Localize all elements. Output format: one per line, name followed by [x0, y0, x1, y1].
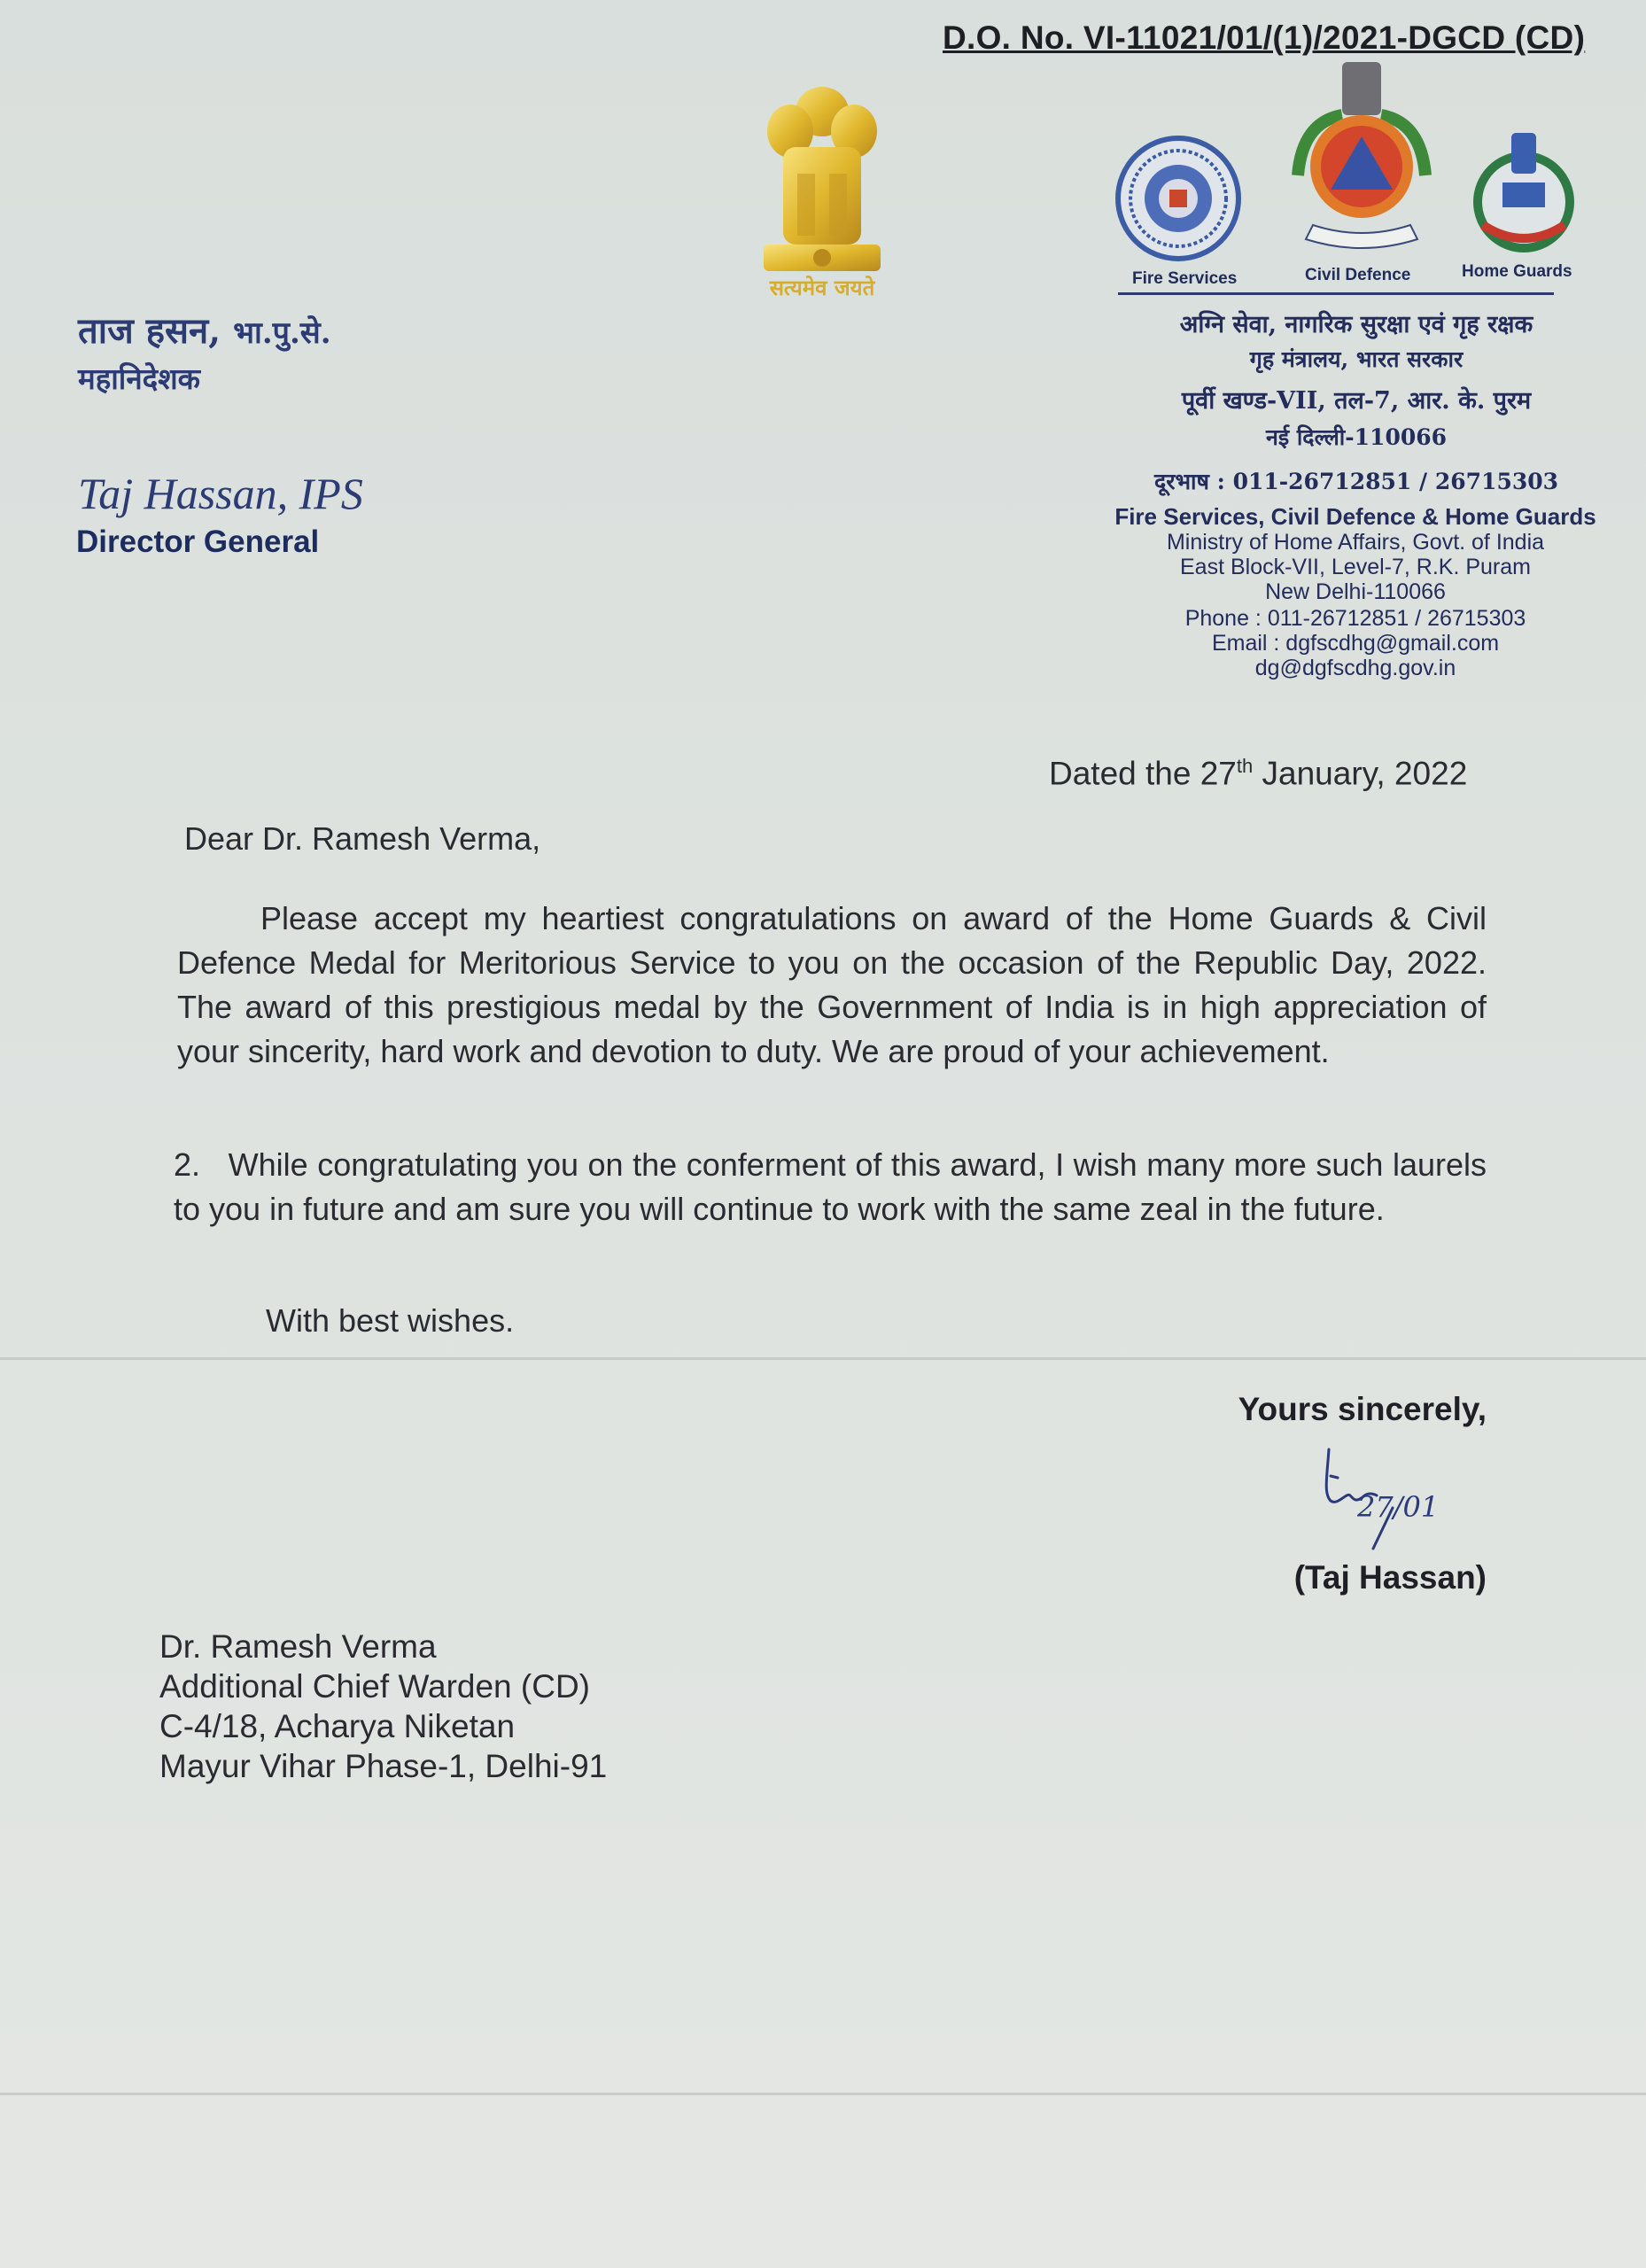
national-emblem: [746, 76, 898, 307]
department-logos: [1107, 51, 1586, 299]
date-prefix: Dated the 27: [1049, 755, 1237, 792]
closing: Yours sincerely,: [1238, 1391, 1487, 1427]
header-divider: [1118, 292, 1554, 295]
address-english-line-4: New Delhi-110066: [1265, 579, 1446, 604]
date-suffix: th: [1236, 755, 1254, 777]
logo-label-fire-services: Fire Services: [1132, 269, 1238, 288]
address-english-phone: Phone : 011-26712851 / 26715303: [1184, 606, 1526, 631]
address-english-line-1: Fire Services, Civil Defence & Home Guards: [1114, 503, 1596, 530]
signatory-name: (Taj Hassan): [1293, 1559, 1487, 1596]
address-english-email: Email : dgfscdhg@gmail.com: [1211, 631, 1500, 656]
address-english-line-2: Ministry of Home Affairs, Govt. of India: [1166, 530, 1545, 555]
salutation: Dear Dr. Ramesh Verma,: [184, 820, 541, 857]
handwritten-signature: [1311, 1441, 1462, 1556]
sender-english-name: Taj Hassan, IPS: [78, 469, 363, 518]
logo-label-home-guards: Home Guards: [1462, 262, 1572, 281]
sender-hindi-name-text: ताज हसन,: [78, 310, 221, 352]
recipient-line-3: C-4/18, Acharya Niketan: [159, 1708, 516, 1744]
address-hindi-line-1: अग्नि सेवा, नागरिक सुरक्षा एवं गृह रक्षक: [1179, 311, 1533, 338]
reference-number: D.O. No. VI-11021/01/(1)/2021-DGCD (CD): [943, 19, 1586, 56]
recipient-address: [159, 1627, 607, 1786]
emblem-motto: सत्यमेव जयते: [769, 275, 875, 300]
signature-date: 27/01: [1357, 1490, 1440, 1524]
address-hindi-phone: दूरभाष : 011-26712851 / 26715303: [1153, 469, 1559, 494]
address-hindi-line-2: गृह मंत्रालय, भारत सरकार: [1249, 346, 1464, 372]
civil-defence-logo-icon: [1298, 62, 1425, 248]
sender-hindi-name: [78, 305, 331, 353]
recipient-line-2: Additional Chief Warden (CD): [159, 1668, 590, 1705]
best-wishes: With best wishes.: [266, 1302, 515, 1339]
ashoka-lion-emblem-icon: [746, 76, 898, 307]
sender-hindi-title: महानिदेशक: [78, 361, 200, 396]
paper-fold-line: [0, 1357, 1646, 1360]
recipient-line-1: Dr. Ramesh Verma: [159, 1628, 437, 1665]
sender-english-title: Director General: [76, 524, 320, 559]
recipient-line-4: Mayur Vihar Phase-1, Delhi-91: [159, 1748, 608, 1784]
address-hindi-line-4: नई दिल्ली-110066: [1265, 424, 1448, 450]
body-paragraph-1: Please accept my heartiest congratulations on award of the Home Guards & Civil Defence Medal for Meritorious Service to you on the occasion of the Republic Day, 2022. The award of this prestigious medal by the Government of India is in high appreciation of your sincerity, hard work and devotion to duty. We are proud of your achievement.: [177, 900, 1487, 1069]
sender-hindi-suffix: भा.पु.से.: [233, 315, 331, 351]
letter-date: [1049, 755, 1467, 792]
address-english-email-2: dg@dgfscdhg.gov.in: [1254, 656, 1456, 680]
date-rest: January, 2022: [1253, 755, 1468, 792]
home-guards-logo-icon: [1478, 133, 1570, 248]
address-english-line-3: East Block-VII, Level-7, R.K. Puram: [1180, 555, 1531, 579]
logos-graphic: [1107, 51, 1586, 282]
logo-label-civil-defence: Civil Defence: [1305, 266, 1411, 284]
fire-services-logo-icon: [1118, 138, 1238, 259]
address-hindi-line-3: पूर्वी खण्ड-VII, तल-7, आर. के. पुरम: [1181, 387, 1532, 415]
body-paragraph-2: 2. While congratulating you on the conferment of this award, I wish many more such laurels to you in future and am sure you will continue to work with the same zeal in the future.: [174, 1146, 1496, 1227]
paper-fold-line: [0, 2093, 1646, 2095]
